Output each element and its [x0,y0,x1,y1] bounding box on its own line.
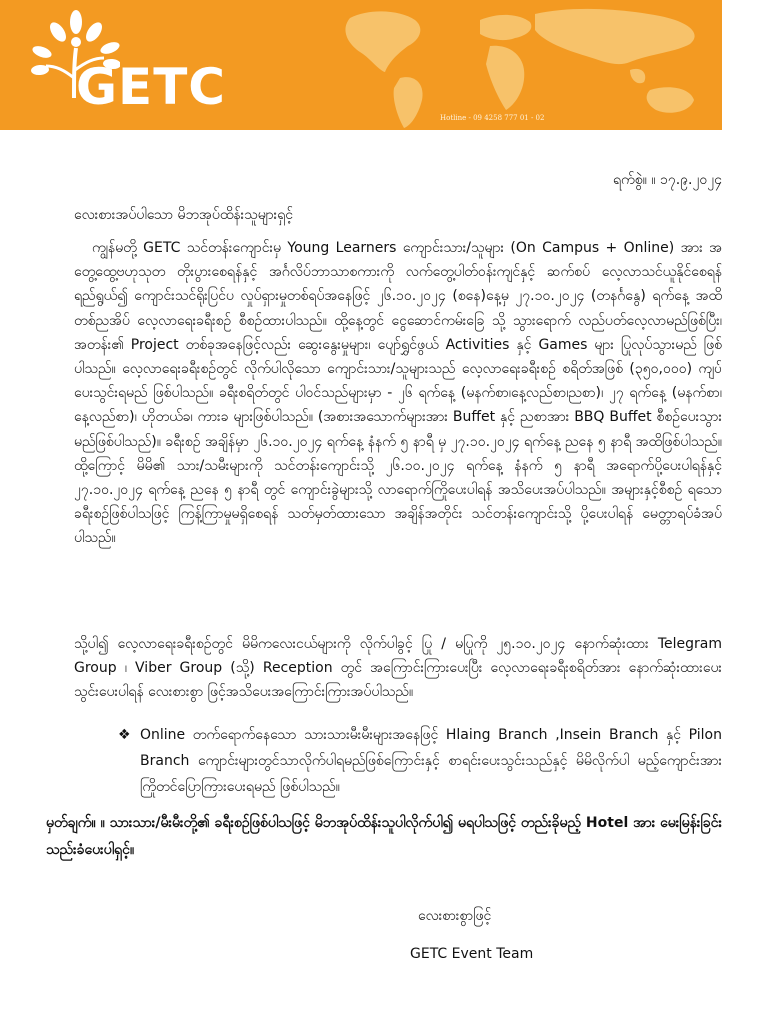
letterhead-banner [0,0,722,130]
brand-logo-text: GETC [76,58,226,116]
world-map-graphic [330,0,722,130]
greeting: လေးစားအပ်ပါသော မိဘအုပ်ထိန်းသူများရှင့် [74,207,294,223]
closing-salutation: လေးစားစွာဖြင့် [418,908,492,924]
bullet-text: Online တက်ရောက်နေသော သားသားမီးမီးများအနေဖြင့် Hlaing Branch ,Insein Branch နှင့် Pilon Branch ကျောင်းများတွင်သာလိုက်ပါရမည်ဖြစ်ကြောင်းနှင့် စာရင်းပေးသွင်းသည်နှင့် မိမိလိုက်ပါ မည့်ကျောင်းအား ကြိုတင်ပြောကြားပေးရမည် ဖြစ်ပါသည်။ [140,727,722,795]
body-paragraph-1: ကျွန်မတို့ GETC သင်တန်းကျောင်းမှ Young Learners ကျောင်းသား/သူများ (On Campus + Online) အား အတွေ့ထွေ့ဗဟုသုတ တိုးပွားစေရန်နှင့် အင်္ဂလိပ်ဘာသာစကားကို လက်တွေ့ပါတ်ဝန်းကျင်နှင့် ဆက်စပ် လေ့လာသင်ယူနိုင်စေရန် ရည်ရွယ်၍ ကျောင်းသင်ရိုးပြင်ပ လှုပ်ရှားမှုတစ်ရပ်အနေဖြင့် ၂၆.၁၀.၂၀၂၄ (စနေ)နေ့မှ ၂၇.၁၀.၂၀၂၄ (တနင်္ဂနွေ) ရက်နေ့ အထိ တစ်ညအိပ် လေ့လာရေးခရီးစဉ် စီစဉ်ထားပါသည်။ ထို့နေ့တွင် ငွေဆောင်ကမ်းခြေ သို့ သွားရောက် လည်ပတ်လေ့လာမည်ဖြစ်ပြီး၊ အတန်း၏ Project တစ်ခုအနေဖြင့်လည်း ဆွေးနွေးမှုများ၊ ပျော်ရွှင်ဖွယ် Activities နှင့် Games များ ပြုလုပ်သွားမည် ဖြစ်ပါသည်။ လေ့လာရေးခရီးစဉ်တွင် လိုက်ပါလိုသော ကျောင်းသား/သူများသည် လေ့လာရေးခရီးစဉ် စရိတ်အဖြစ် (၃၅၀,၀၀၀) ကျပ် ပေးသွင်းရမည် ဖြစ်ပါသည်။ ခရီးစရိတ်တွင် ပါဝင်သည်များမှာ - ၂၆ ရက်နေ့ (မနက်စာ၊နေ့လည်စာ၊ညစာ)၊ ၂၇ ရက်နေ့ (မနက်စာ၊နေ့လည်စာ)၊ ဟိုတယ်ခ၊ ကားခ များဖြစ်ပါသည်။ (အစားအသောက်များအား Buffet နှင့် ညစာအား BBQ Buffet စီစဉ်ပေးသွားမည်ဖြစ်ပါသည်)။ ခရီးစဉ် အချိန်မှာ ၂၆.၁၀.၂၀၂၄ ရက်နေ့ နံနက် ၅ နာရီ မှ ၂၇.၁၀.၂၀၂၄ ရက်နေ့ ညနေ ၅ နာရီ အထိဖြစ်ပါသည်။ ထို့ကြောင့် မိမိ၏ သား/သမီးများကို သင်တန်းကျောင်းသို့ ၂၆.၁၀.၂၀၂၄ ရက်နေ့ နံနက် ၅ နာရီ အရောက်ပို့ပေးပါရန်နှင့် ၂၇.၁၀.၂၀၂၄ ရက်နေ့ ညနေ ၅ နာရီ တွင် ကျောင်းခွဲများသို့ လာရောက်ကြိုပေးပါရန် အသိပေးအပ်ပါသည်။ အများနှင့်စီစဉ် ရသောခရီးစဉ်ဖြစ်ပါသဖြင့် ကြန့်ကြာမှုမရှိစေရန် သတ်မှတ်ထားသော အချိန်အတိုင်း သင်တန်းကျောင်းသို့ ပို့ပေးပါရန် မေတ္တာရပ်ခံအပ်ပါသည်။ [74,240,722,547]
bullet-diamond-icon: ❖ [118,727,131,743]
signature: GETC Event Team [410,946,534,962]
letter-date: ရက်စွဲ။ ။ ၁၇.၉.၂၀၂၄ [612,172,722,188]
note-remark: မှတ်ချက်။ ။ သားသား/မီးမီးတို့၏ ခရီးစဉ်ဖြစ်ပါသဖြင့် မိဘအုပ်ထိန်းသူပါလိုက်ပါ၍ မရပါသဖြင့် တည်းခိုမည့် Hotel အား မေးမြန်းခြင်း သည်းခံပေးပါရှင့်။ [46,815,723,858]
hotline-text: Hotline - 09 4258 777 01 - 02 [440,114,545,122]
body-paragraph-2: သို့ပါ၍ လေ့လာရေးခရီးစဉ်တွင် မိမိကလေးငယ်များကို လိုက်ပါခွင့် ပြု / မပြုကို ၂၅.၁၀.၂၀၂၄ နောက်ဆုံးထား Telegram Group ၊ Viber Group (သို့) Reception တွင် အကြောင်းကြားပေးပြီး လေ့လာရေးခရီးစရိတ်အား နောက်ဆုံးထားပေးသွင်းပေးပါရန် လေးစားစွာ ဖြင့်အသိပေးအကြောင်းကြားအပ်ပါသည်။ [74,636,722,701]
